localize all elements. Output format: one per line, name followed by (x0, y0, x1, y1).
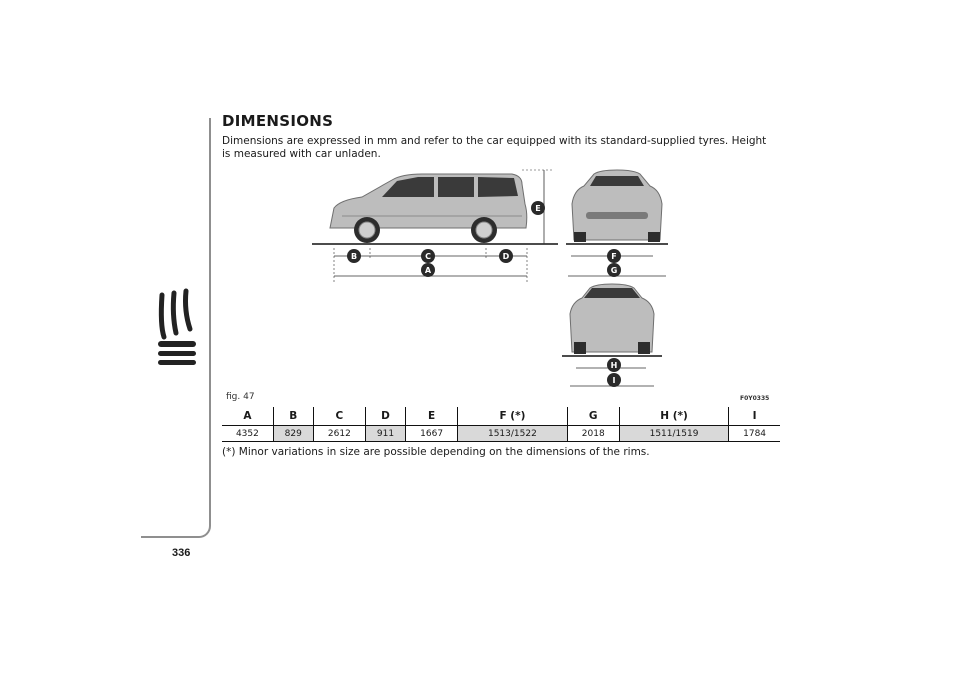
table-header-cell: B (273, 407, 313, 426)
table-cell: 1784 (729, 426, 780, 442)
table-cell: 2018 (567, 426, 619, 442)
table-cell: 1513/1522 (458, 426, 567, 442)
label-c: C (425, 252, 431, 261)
table-header-cell: D (366, 407, 406, 426)
table-cell: 829 (273, 426, 313, 442)
figure-caption: fig. 47 (226, 392, 255, 402)
label-b: B (350, 252, 358, 261)
label-h: H (610, 361, 618, 370)
table-header-cell: F (*) (458, 407, 567, 426)
table-header-cell: C (313, 407, 365, 426)
label-e: E (535, 204, 541, 213)
table-cell: 1511/1519 (619, 426, 728, 442)
table-header-cell: G (567, 407, 619, 426)
table-cell: 2612 (313, 426, 365, 442)
label-f: F (611, 252, 617, 261)
car-front-view (572, 170, 662, 242)
car-rear-view (570, 284, 654, 354)
page-title: DIMENSIONS (222, 112, 334, 130)
table-row (222, 426, 780, 442)
500l-mpw-logo-icon (150, 285, 206, 375)
table-cell: 1667 (405, 426, 457, 442)
dimensions-table (222, 407, 780, 442)
table-cell: 911 (366, 426, 406, 442)
car-side-view (330, 174, 527, 243)
table-header-cell: H (*) (619, 407, 728, 426)
table-header-cell: E (405, 407, 457, 426)
label-a: A (424, 266, 432, 275)
label-g: G (610, 266, 618, 275)
intro-text: Dimensions are expressed in mm and refer to the car equipped with its standard-supplied tyres. Height is measured with car unladen. (222, 135, 767, 160)
dimensions-figure (222, 164, 780, 406)
label-i: I (612, 376, 616, 385)
table-header-row (222, 407, 780, 426)
footnote: (*) Minor variations in size are possible depending on the dimensions of the rims. (222, 446, 650, 458)
table-header-cell: A (222, 407, 273, 426)
table-header-cell: I (729, 407, 780, 426)
table-cell: 4352 (222, 426, 273, 442)
figure-code: F0Y0335 (740, 395, 770, 402)
page-number: 336 (172, 547, 191, 559)
label-d: D (502, 252, 510, 261)
